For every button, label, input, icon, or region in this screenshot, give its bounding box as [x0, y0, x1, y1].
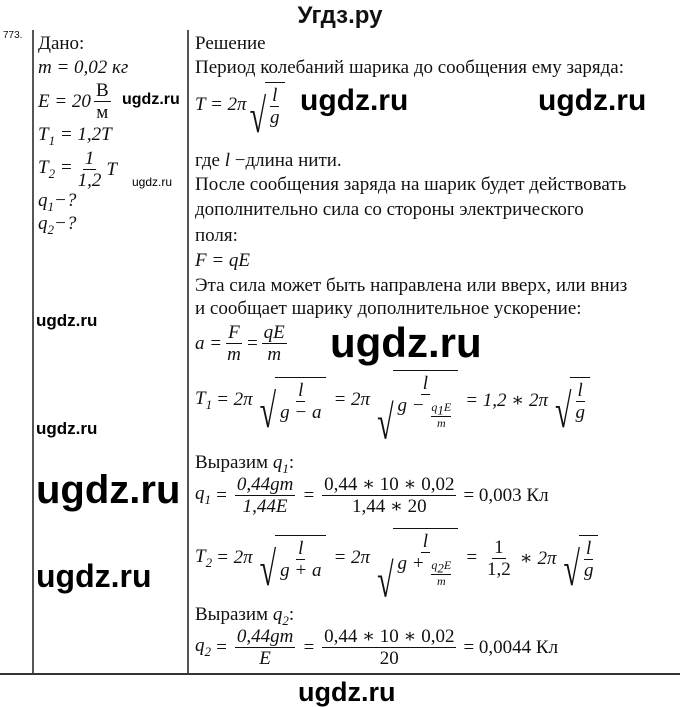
solution-text: После сообщения заряда на шарик будет действовать — [195, 174, 627, 195]
given-T1: $T_1 = 1,2T$ — [38, 124, 112, 148]
formula-period: T = 2π √ $\frac{l}{g}$ — [195, 82, 288, 128]
solution-text: дополнительно сила со стороны электрического — [195, 199, 584, 220]
solution-text: Выразим $q_1$: — [195, 452, 295, 476]
watermark: ugdz.ru — [36, 558, 152, 594]
watermark: ugdz.ru — [36, 311, 98, 330]
formula-acceleration: a = $\frac{F}{m}$ = $\frac{qE}{m}$ — [195, 322, 285, 365]
watermark: ugdz.ru — [122, 91, 180, 108]
given-q1-unknown: $q_1-$? — [38, 190, 77, 214]
problem-number: 773. — [3, 30, 23, 41]
watermark: ugdz.ru — [538, 84, 647, 117]
q2-result: = 0,0044 Кл — [463, 636, 559, 658]
given-field-lhs: E = 20 — [38, 90, 91, 112]
watermark: ugdz.ru — [36, 468, 181, 512]
watermark: ugdz.ru — [132, 175, 173, 189]
given-q2-unknown: $q_2-$? — [38, 213, 77, 237]
formula-T1: $T_1$ = 2π √ $\frac{l}{g - a}$ = 2π √ l g − $\frac{q_1E}{m}$ = 1,2 ∗ 2π √ $\frac{l}{g}$ — [195, 370, 593, 430]
column-divider — [187, 30, 189, 673]
bottom-divider — [0, 673, 680, 675]
formula-T2: $T_2$ = 2π √ $\frac{l}{g + a}$ = 2π √ l g + $\frac{q_2E}{m}$ = $\frac{1}{1,2}$ ∗ 2π √ $\frac{l}{g}$ — [195, 528, 601, 588]
given-title: Дано: — [38, 33, 85, 54]
watermark: ugdz.ru — [298, 677, 396, 707]
unit-num: В — [95, 80, 109, 101]
solution-text: Эта сила может быть направлена или вверх, или вниз — [195, 275, 628, 296]
given-field — [38, 80, 114, 123]
unit-den: м — [96, 102, 109, 123]
given-T2: $T_2$ = $\frac{1}{1,2}$ T — [38, 148, 117, 191]
watermark: ugdz.ru — [300, 84, 409, 117]
page-title: Угдз.ру — [297, 2, 383, 29]
solution-text: Выразим $q_2$: — [195, 604, 295, 628]
solution-text: и сообщает шарику дополнительное ускорение: — [195, 298, 582, 319]
solution-text: поля: — [195, 225, 238, 246]
solution-text: Период колебаний шарика до сообщения ему заряда: — [195, 57, 625, 78]
left-divider — [32, 30, 34, 673]
watermark: ugdz.ru — [330, 319, 482, 366]
given-mass: m = 0,02 кг — [38, 57, 129, 78]
q1-result: = 0,003 Кл — [463, 484, 549, 506]
formula-q2: $q_2$ = $\frac{0,44gm}{E}$ = $\frac{0,44 ∗ 10 ∗ 0,02}{20}$ = 0,0044 Кл — [195, 626, 559, 669]
solution-title: Решение — [195, 33, 266, 54]
formula-force: F = qE — [195, 250, 251, 271]
formula-q1: $q_1$ = $\frac{0,44gm}{1,44E}$ = $\frac{0,44 ∗ 10 ∗ 0,02}{1,44 ∗ 20}$ = 0,003 Кл — [195, 474, 549, 517]
watermark: ugdz.ru — [36, 419, 98, 438]
solution-text: где l −длина нити. — [195, 150, 342, 171]
